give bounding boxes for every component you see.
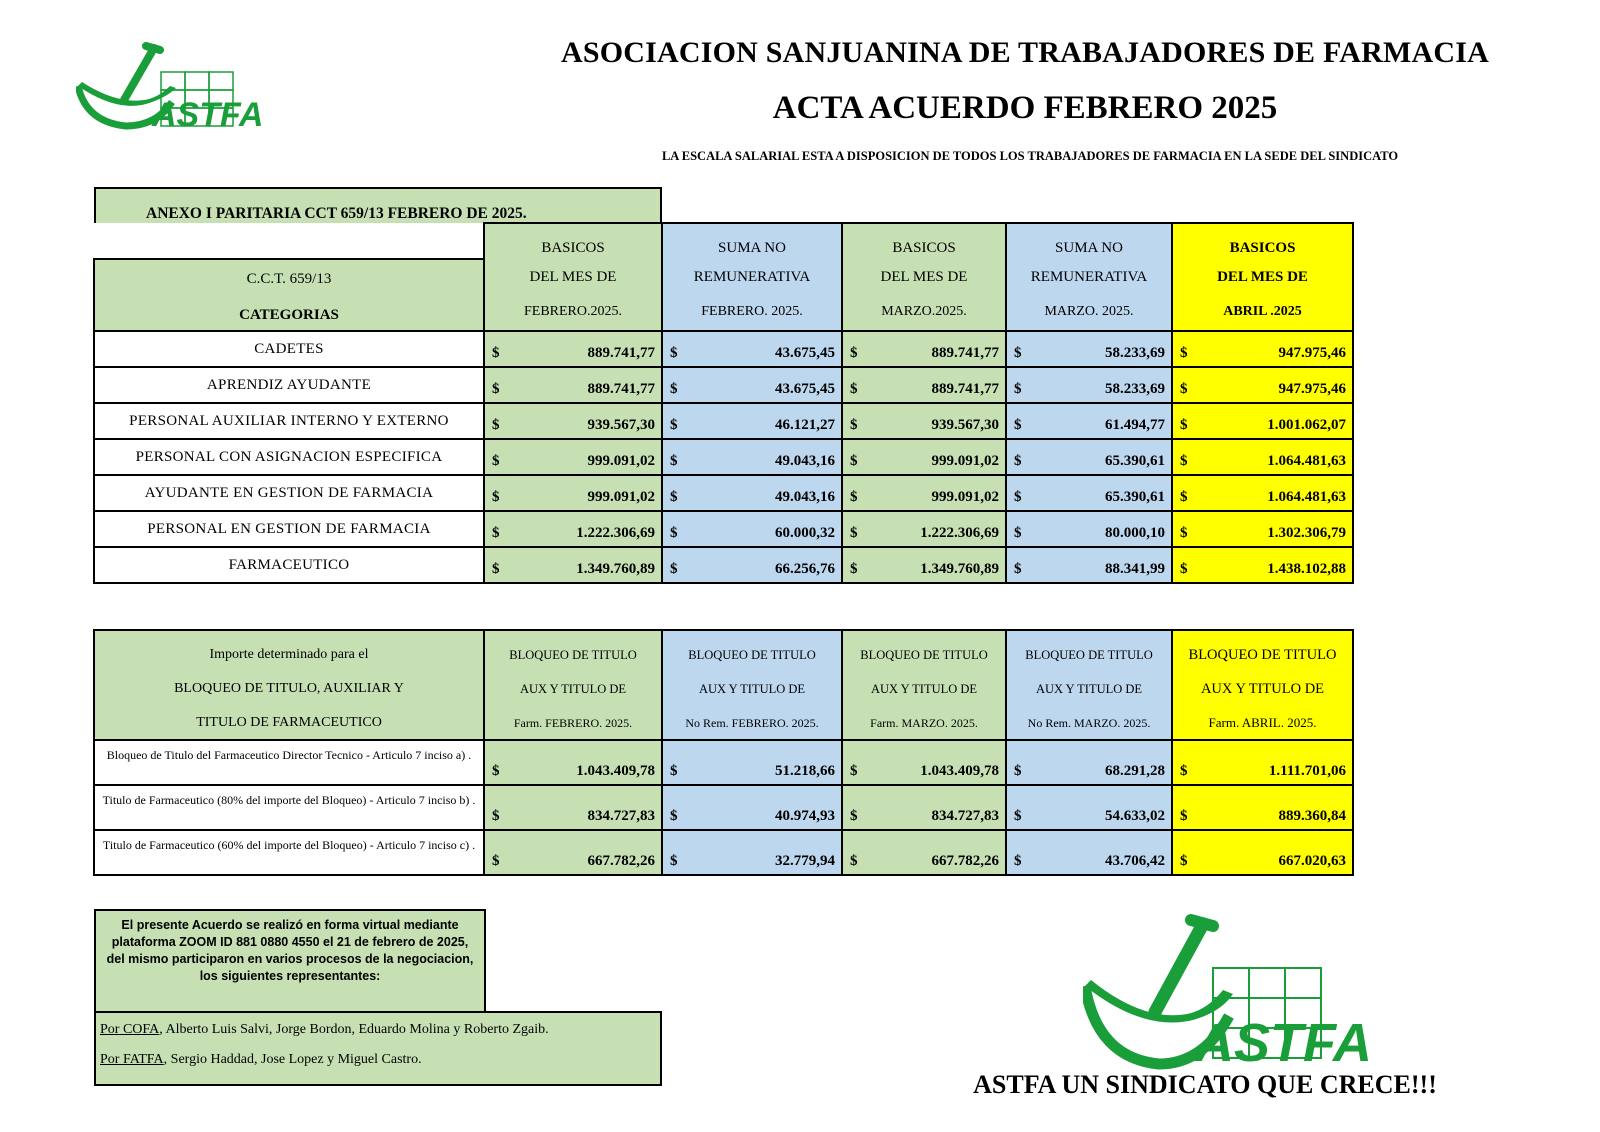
currency-symbol: $ (670, 417, 678, 433)
amount: 68.291,28 (1105, 763, 1165, 779)
acuerdo-text: El presente Acuerdo se realizó en forma virtual mediante plataforma ZOOM ID 881 0880 4550 el 21 de febrero de 2025, del mismo participaron en varios procesos de la negociacion, los siguientes representantes: (106, 918, 474, 983)
currency-symbol: $ (670, 453, 678, 469)
currency-symbol: $ (1014, 525, 1022, 541)
table-row (94, 403, 1353, 439)
category-label: PERSONAL AUXILIAR INTERNO Y EXTERNO (94, 403, 484, 439)
amount: 999.091,02 (587, 489, 655, 505)
amount: 46.121,27 (775, 417, 835, 433)
cell-suma-mar (1006, 331, 1172, 367)
table-row (94, 547, 1353, 583)
amount: 54.633,02 (1105, 808, 1165, 824)
cell-suma-feb (662, 439, 842, 475)
anexo-label: ANEXO I PARITARIA CCT 659/13 FEBRERO DE 2025. (94, 187, 662, 224)
currency-symbol: $ (1180, 525, 1188, 541)
currency-symbol: $ (492, 417, 500, 433)
cell-suma-mar (1006, 439, 1172, 475)
currency-symbol: $ (850, 561, 858, 577)
astfa-logo-large (1083, 912, 1373, 1073)
cell-suma-mar (1006, 403, 1172, 439)
amount: 43.706,42 (1105, 853, 1165, 869)
amount: 889.741,77 (931, 345, 999, 361)
amount: 1.222.306,69 (576, 525, 655, 541)
amount: 1.349.760,89 (576, 561, 655, 577)
representatives-box (94, 1011, 662, 1086)
cell-basicos-feb (484, 403, 662, 439)
cell-suma-feb (662, 511, 842, 547)
amount: 58.233,69 (1105, 381, 1165, 397)
cell-bloqueo-norem-feb (662, 740, 842, 785)
page-title: ACTA ACUERDO FEBRERO 2025 (772, 90, 1278, 126)
cell-basicos-mar (842, 367, 1006, 403)
currency-symbol: $ (850, 345, 858, 361)
table-row (94, 439, 1353, 475)
table-row (94, 367, 1353, 403)
amount: 1.302.306,79 (1267, 525, 1346, 541)
amount: 834.727,83 (931, 808, 999, 824)
cell-bloqueo-norem-feb (662, 785, 842, 830)
cell-basicos-abr (1172, 547, 1353, 583)
cell-bloqueo-norem-feb (662, 830, 842, 875)
logo-text: ASTFA (152, 96, 264, 134)
amount: 939.567,30 (587, 417, 655, 433)
currency-symbol: $ (1180, 763, 1188, 779)
amount: 939.567,30 (931, 417, 999, 433)
currency-symbol: $ (492, 763, 500, 779)
header-suma-feb: SUMA NO REMUNERATIVA FEBRERO. 2025. (662, 223, 842, 331)
category-label: AYUDANTE EN GESTION DE FARMACIA (94, 475, 484, 511)
currency-symbol: $ (1180, 453, 1188, 469)
logo-text: ASTFA (1195, 1013, 1373, 1073)
header-bloqueo-farm-feb: BLOQUEO DE TITULO AUX Y TITULO DE Farm. FEBRERO. 2025. (484, 630, 662, 740)
cell-basicos-abr (1172, 331, 1353, 367)
currency-symbol: $ (850, 381, 858, 397)
amount: 88.341,99 (1105, 561, 1165, 577)
amount: 1.064.481,63 (1267, 489, 1346, 505)
bloqueo-category-label: Titulo de Farmaceutico (60% del importe del Bloqueo) - Articulo 7 inciso c) . (94, 830, 484, 875)
currency-symbol: $ (1180, 345, 1188, 361)
amount: 80.000,10 (1105, 525, 1165, 541)
amount: 1.043.409,78 (576, 763, 655, 779)
currency-symbol: $ (850, 763, 858, 779)
amount: 667.020,63 (1278, 853, 1346, 869)
cell-basicos-feb (484, 331, 662, 367)
cell-bloqueo-norem-mar (1006, 740, 1172, 785)
cell-suma-feb (662, 367, 842, 403)
amount: 60.000,32 (775, 525, 835, 541)
currency-symbol: $ (492, 808, 500, 824)
amount: 889.741,77 (931, 381, 999, 397)
cell-bloqueo-norem-mar (1006, 785, 1172, 830)
amount: 51.218,66 (775, 763, 835, 779)
cell-bloqueo-farm-mar (842, 785, 1006, 830)
currency-symbol: $ (670, 345, 678, 361)
currency-symbol: $ (492, 525, 500, 541)
cell-basicos-mar (842, 547, 1006, 583)
blank-corner (94, 223, 484, 259)
table-row (94, 785, 1353, 830)
currency-symbol: $ (1014, 808, 1022, 824)
currency-symbol: $ (1014, 853, 1022, 869)
amount: 65.390,61 (1105, 489, 1165, 505)
cell-basicos-mar (842, 403, 1006, 439)
cell-bloqueo-farm-mar (842, 830, 1006, 875)
amount: 1.438.102,88 (1267, 561, 1346, 577)
cell-basicos-feb (484, 475, 662, 511)
cell-basicos-abr (1172, 439, 1353, 475)
rep-cofa: Por COFA, Alberto Luis Salvi, Jorge Bordon, Eduardo Molina y Roberto Zgaib. (100, 1022, 549, 1037)
amount: 49.043,16 (775, 453, 835, 469)
currency-symbol: $ (850, 853, 858, 869)
amount: 1.064.481,63 (1267, 453, 1346, 469)
currency-symbol: $ (1014, 763, 1022, 779)
table-row (94, 740, 1353, 785)
amount: 999.091,02 (931, 453, 999, 469)
amount: 58.233,69 (1105, 345, 1165, 361)
cell-suma-feb (662, 547, 842, 583)
astfa-logo-small (76, 42, 266, 132)
currency-symbol: $ (1180, 808, 1188, 824)
amount: 40.974,93 (775, 808, 835, 824)
availability-note: LA ESCALA SALARIAL ESTA A DISPOSICION DE TODOS LOS TRABAJADORES DE FARMACIA EN LA SEDE DEL SINDICATO (661, 149, 1399, 163)
cell-bloqueo-farm-mar (842, 740, 1006, 785)
amount: 999.091,02 (587, 453, 655, 469)
amount: 947.975,46 (1278, 381, 1346, 397)
currency-symbol: $ (492, 561, 500, 577)
currency-symbol: $ (1014, 453, 1022, 469)
currency-symbol: $ (492, 345, 500, 361)
cell-basicos-feb (484, 439, 662, 475)
amount: 1.001.062,07 (1267, 417, 1346, 433)
amount: 49.043,16 (775, 489, 835, 505)
org-title: ASOCIACION SANJUANINA DE TRABAJADORES DE FARMACIA (561, 36, 1489, 69)
cell-suma-mar (1006, 475, 1172, 511)
slogan: ASTFA UN SINDICATO QUE CRECE!!! (973, 1070, 1437, 1099)
cell-suma-mar (1006, 511, 1172, 547)
currency-symbol: $ (670, 561, 678, 577)
cell-basicos-feb (484, 511, 662, 547)
amount: 32.779,94 (775, 853, 835, 869)
cell-basicos-abr (1172, 403, 1353, 439)
currency-symbol: $ (1014, 489, 1022, 505)
cell-bloqueo-norem-mar (1006, 830, 1172, 875)
table-row (94, 475, 1353, 511)
cell-bloqueo-farm-abr (1172, 740, 1353, 785)
currency-symbol: $ (1180, 381, 1188, 397)
currency-symbol: $ (850, 489, 858, 505)
cell-basicos-feb (484, 547, 662, 583)
table-row (94, 830, 1353, 875)
cell-basicos-feb (484, 367, 662, 403)
currency-symbol: $ (850, 525, 858, 541)
cell-suma-mar (1006, 367, 1172, 403)
category-label: CADETES (94, 331, 484, 367)
amount: 667.782,26 (587, 853, 655, 869)
amount: 1.111.701,06 (1268, 763, 1346, 779)
currency-symbol: $ (1014, 561, 1022, 577)
currency-symbol: $ (1014, 417, 1022, 433)
bloqueo-category-label: Titulo de Farmaceutico (80% del importe del Bloqueo) - Articulo 7 inciso b) . (94, 785, 484, 830)
cell-bloqueo-farm-abr (1172, 785, 1353, 830)
cell-basicos-mar (842, 475, 1006, 511)
cell-basicos-mar (842, 331, 1006, 367)
salary-table (93, 222, 1354, 584)
table-row (94, 511, 1353, 547)
cell-bloqueo-farm-feb (484, 785, 662, 830)
currency-symbol: $ (850, 453, 858, 469)
amount: 999.091,02 (931, 489, 999, 505)
cell-suma-feb (662, 475, 842, 511)
currency-symbol: $ (1180, 853, 1188, 869)
currency-symbol: $ (670, 763, 678, 779)
cell-suma-mar (1006, 547, 1172, 583)
cell-basicos-abr (1172, 475, 1353, 511)
amount: 947.975,46 (1278, 345, 1346, 361)
currency-symbol: $ (670, 489, 678, 505)
currency-symbol: $ (670, 853, 678, 869)
header-basicos-abr: BASICOS DEL MES DE ABRIL .2025 (1172, 223, 1353, 331)
currency-symbol: $ (1180, 417, 1188, 433)
bloqueo-label-header: Importe determinado para el BLOQUEO DE TITULO, AUXILIAR Y TITULO DE FARMACEUTICO (94, 630, 484, 740)
amount: 1.043.409,78 (920, 763, 999, 779)
category-label: PERSONAL EN GESTION DE FARMACIA (94, 511, 484, 547)
amount: 66.256,76 (775, 561, 835, 577)
bloqueo-category-label: Bloqueo de Titulo del Farmaceutico Director Tecnico - Articulo 7 inciso a) . (94, 740, 484, 785)
amount: 889.360,84 (1278, 808, 1346, 824)
cell-suma-feb (662, 403, 842, 439)
amount: 1.349.760,89 (920, 561, 999, 577)
cell-bloqueo-farm-abr (1172, 830, 1353, 875)
header-bloqueo-farm-abr: BLOQUEO DE TITULO AUX Y TITULO DE Farm. ABRIL. 2025. (1172, 630, 1353, 740)
category-label: FARMACEUTICO (94, 547, 484, 583)
currency-symbol: $ (670, 808, 678, 824)
header-basicos-feb: BASICOS DEL MES DE FEBRERO.2025. (484, 223, 662, 331)
rep-fatfa: Por FATFA, Sergio Haddad, Jose Lopez y Miguel Castro. (100, 1052, 422, 1067)
category-label: APRENDIZ AYUDANTE (94, 367, 484, 403)
currency-symbol: $ (492, 489, 500, 505)
amount: 1.222.306,69 (920, 525, 999, 541)
amount: 834.727,83 (587, 808, 655, 824)
amount: 65.390,61 (1105, 453, 1165, 469)
header-bloqueo-norem-feb: BLOQUEO DE TITULO AUX Y TITULO DE No Rem. FEBRERO. 2025. (662, 630, 842, 740)
currency-symbol: $ (492, 453, 500, 469)
currency-symbol: $ (850, 417, 858, 433)
table-row (94, 331, 1353, 367)
acuerdo-box (94, 909, 486, 1013)
amount: 667.782,26 (931, 853, 999, 869)
currency-symbol: $ (492, 853, 500, 869)
currency-symbol: $ (1014, 381, 1022, 397)
currency-symbol: $ (1014, 345, 1022, 361)
header-bloqueo-farm-mar: BLOQUEO DE TITULO AUX Y TITULO DE Farm. MARZO. 2025. (842, 630, 1006, 740)
amount: 61.494,77 (1105, 417, 1165, 433)
cell-basicos-abr (1172, 511, 1353, 547)
currency-symbol: $ (670, 525, 678, 541)
cell-bloqueo-farm-feb (484, 830, 662, 875)
currency-symbol: $ (1180, 561, 1188, 577)
cell-suma-feb (662, 331, 842, 367)
bloqueo-table (93, 629, 1354, 876)
currency-symbol: $ (850, 808, 858, 824)
cell-basicos-mar (842, 439, 1006, 475)
cell-bloqueo-farm-feb (484, 740, 662, 785)
currency-symbol: $ (1180, 489, 1188, 505)
categorias-header: C.C.T. 659/13 CATEGORIAS (94, 259, 484, 331)
amount: 43.675,45 (775, 381, 835, 397)
currency-symbol: $ (492, 381, 500, 397)
header-basicos-mar: BASICOS DEL MES DE MARZO.2025. (842, 223, 1006, 331)
header-suma-mar: SUMA NO REMUNERATIVA MARZO. 2025. (1006, 223, 1172, 331)
category-label: PERSONAL CON ASIGNACION ESPECIFICA (94, 439, 484, 475)
amount: 43.675,45 (775, 345, 835, 361)
header-bloqueo-norem-mar: BLOQUEO DE TITULO AUX Y TITULO DE No Rem. MARZO. 2025. (1006, 630, 1172, 740)
amount: 889.741,77 (587, 381, 655, 397)
cell-basicos-mar (842, 511, 1006, 547)
cell-basicos-abr (1172, 367, 1353, 403)
amount: 889.741,77 (587, 345, 655, 361)
currency-symbol: $ (670, 381, 678, 397)
